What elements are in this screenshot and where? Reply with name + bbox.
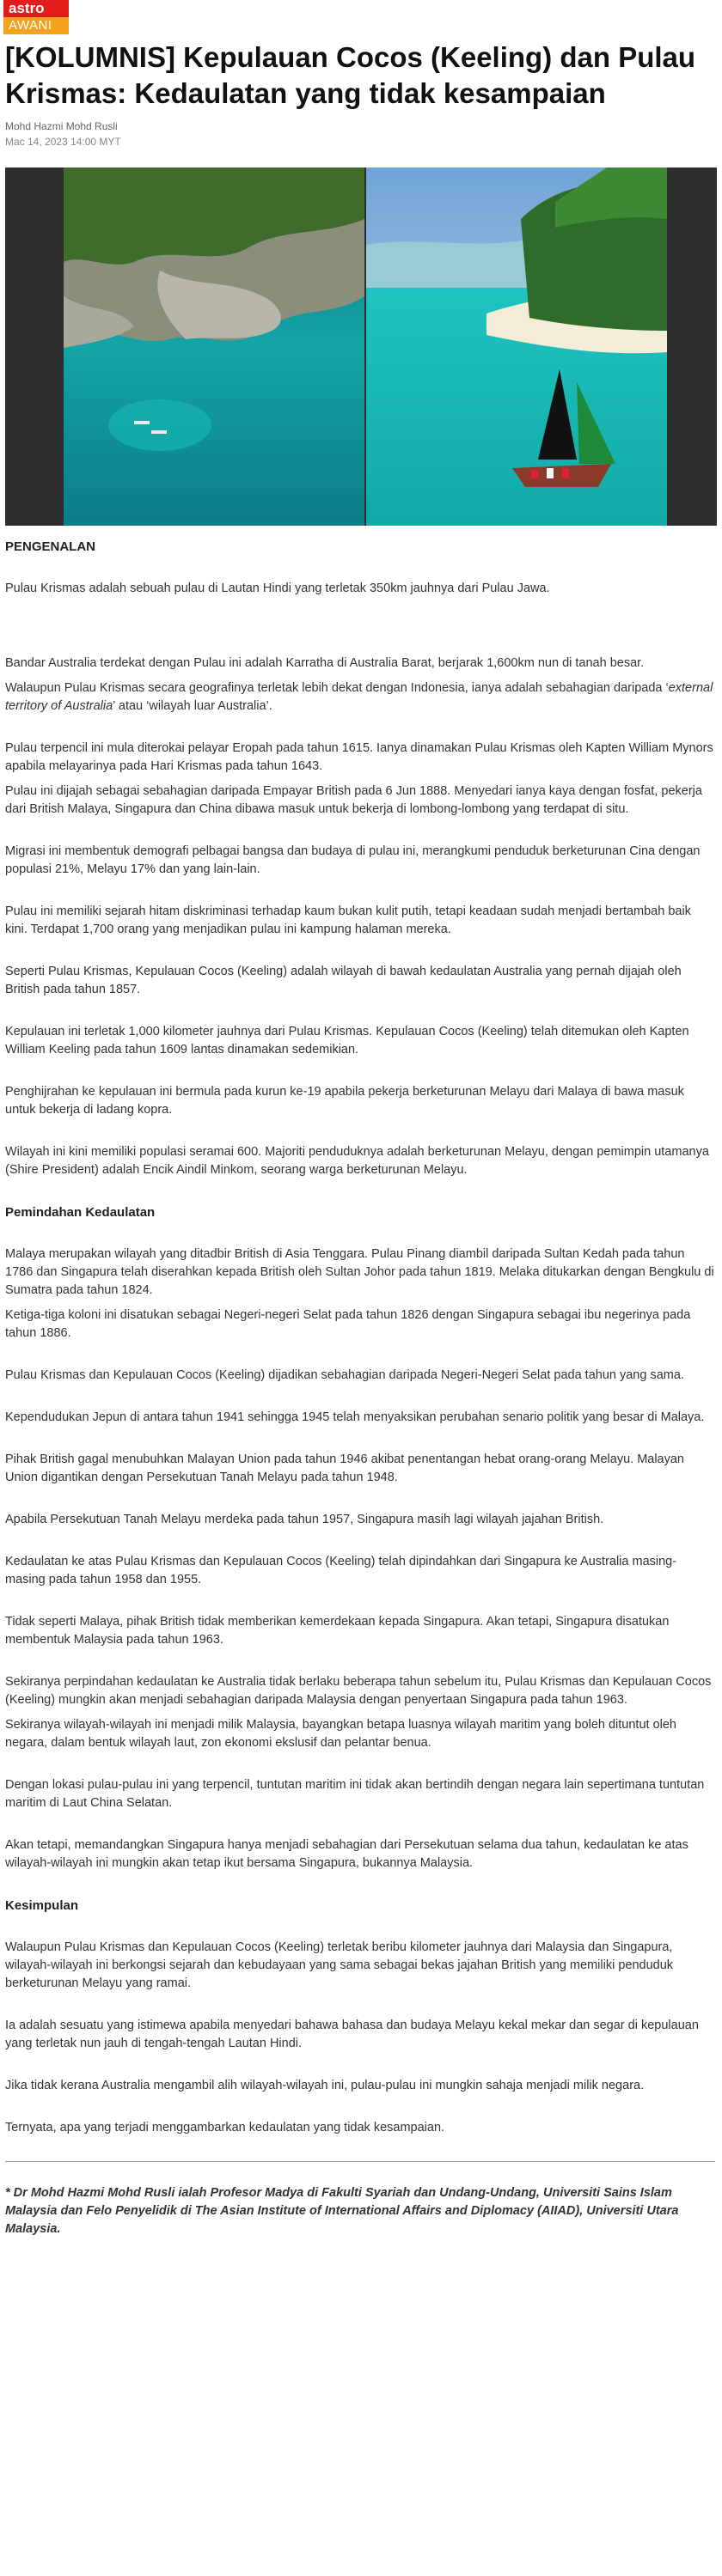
paragraph: Wilayah ini kini memiliki populasi seramai 600. Majoriti penduduknya adalah berketurunan Melayu, dengan pemimpin utamanya (Shire President) adalah Encik Aindil Minkom, seorang warga berketurunan Melayu. (5, 1145, 709, 1177)
paragraph: Kepulauan ini terletak 1,000 kilometer jauhnya dari Pulau Krismas. Kepulauan Cocos (Keeling) telah ditemukan oleh Kapten William Keeling pada tahun 1609 lantas dinamakan sedemikian. (5, 1025, 689, 1057)
paragraph: Apabila Persekutuan Tanah Melayu merdeka pada tahun 1957, Singapura masih lagi wilayah jajahan British. (5, 1513, 604, 1526)
astro-awani-logo[interactable] (3, 0, 69, 34)
paragraph: Pulau Krismas dan Kepulauan Cocos (Keeling) dijadikan sebahagian daripada Negeri-Negeri Selat pada tahun yang sama. (5, 1368, 684, 1382)
section-heading-intro: PENGENALAN (5, 539, 96, 554)
paragraph: Kedaulatan ke atas Pulau Krismas dan Kepulauan Cocos (Keeling) telah dipindahkan dari Singapura ke Australia masing-masing pada tahun 1958 dan 1955. (5, 1555, 677, 1586)
paragraph-text: Walaupun Pulau Krismas secara geografinya terletak lebih dekat dengan Indonesia, ianya adalah sebahagian daripada ‘ (5, 681, 669, 695)
paragraph: Akan tetapi, memandangkan Singapura hanya menjadi sebahagian dari Persekutuan selama dua tahun, kedaulatan ke atas wilayah-wilayah ini mungkin akan tetap ikut bersama Singapura, bukannya Malaysia. (5, 1838, 688, 1870)
paragraph: Pulau ini memiliki sejarah hitam diskriminasi terhadap kaum bukan kulit putih, tetapi keadaan sudah menjadi bertambah baik kini. Terdapat 1,700 orang yang menjadikan pulau ini kampung halaman mereka. (5, 904, 691, 936)
hero-image (5, 167, 717, 526)
author-bio-note: * Dr Mohd Hazmi Mohd Rusli ialah Profesor Madya di Fakulti Syariah dan Undang-Undang, Universiti Sains Islam Malaysia dan Felo Penyelidik di The Asian Institute of International Affairs and Diplomacy (AIIAD), Universiti Utara Malaysia. (5, 2186, 679, 2236)
paragraph: Dengan lokasi pulau-pulau ini yang terpencil, tuntutan maritim ini tidak akan bertindih dengan negara lain sepertimana tuntutan maritim di Laut China Selatan. (5, 1778, 705, 1810)
paragraph: Bandar Australia terdekat dengan Pulau ini adalah Karratha di Australia Barat, berjarak 1,600km nun di tanah besar. (5, 656, 645, 670)
logo-line-2: AWANI (3, 17, 69, 34)
publish-date: Mac 14, 2023 14:00 MYT (5, 136, 121, 148)
paragraph: Pulau ini dijajah sebagai sebahagian daripada Empayar British pada 6 Jun 1888. Menyedari ianya kaya dengan fosfat, pekerja dari British Malaya, Singapura dan China dibawa masuk untuk bekerja di lombong-lombong yang terdapat di situ. (5, 784, 702, 816)
paragraph: Pulau Krismas adalah sebuah pulau di Lautan Hindi yang terletak 350km jauhnya dari Pulau Jawa. (5, 582, 550, 595)
section-heading-transfer: Pemindahan Kedaulatan (5, 1205, 156, 1220)
paragraph: Pulau terpencil ini mula diterokai pelayar Eropah pada tahun 1615. Ianya dinamakan Pulau Krismas oleh Kapten William Mynors apabila melayarinya pada Hari Krismas pada tahun 1643. (5, 741, 713, 773)
section-heading-conclusion: Kesimpulan (5, 1898, 79, 1913)
paragraph: Seperti Pulau Krismas, Kepulauan Cocos (Keeling) adalah wilayah di bawah kedaulatan Australia yang pernah dijajah oleh British pada tahun 1857. (5, 965, 682, 996)
paragraph: Walaupun Pulau Krismas dan Kepulauan Cocos (Keeling) terletak beribu kilometer jauhnya dari Malaysia dan Singapura, wilayah-wilayah ini berkongsi sejarah dan kebudayaan yang sama sebagai bekas jajahan British yang memiliki penduduk berketurunan Melayu yang ramai. (5, 1940, 674, 1990)
paragraph-text: ’ atau ‘wilayah luar Australia’. (113, 699, 272, 713)
article-title: [KOLUMNIS] Kepulauan Cocos (Keeling) dan Pulau Krismas: Kedaulatan yang tidak kesampaian (5, 41, 696, 109)
logo-line-1: astro (3, 0, 69, 17)
paragraph: Penghijrahan ke kepulauan ini bermula pada kurun ke-19 apabila pekerja berketurunan Melayu dari Malaya di bawa masuk untuk bekerja di ladang kopra. (5, 1085, 684, 1117)
paragraph: Kependudukan Jepun di antara tahun 1941 sehingga 1945 telah menyaksikan perubahan senario politik yang besar di Malaya. (5, 1410, 705, 1424)
paragraph: Ternyata, apa yang terjadi menggambarkan kedaulatan yang tidak kesampaian. (5, 2121, 445, 2134)
paragraph (5, 679, 715, 716)
paragraph: Sekiranya perpindahan kedaulatan ke Australia tidak berlaku beberapa tahun sebelum itu, Pulau Krismas dan Kepulauan Cocos (Keeling) mungkin akan menjadi sebahagian daripada Malaysia dengan penyertaan Singapura pada tahun 1963. (5, 1675, 712, 1707)
paragraph: Malaya merupakan wilayah yang ditadbir British di Asia Tenggara. Pulau Pinang diambil daripada Sultan Kedah pada tahun 1786 dan Singapura telah diserahkan kepada British oleh Sultan Johor pada tahun 1819. Melaka ditukarkan dengan Bengkulu di Sumatra pada tahun 1824. (5, 1247, 714, 1297)
paragraph: Migrasi ini membentuk demografi pelbagai bangsa dan budaya di pulau ini, merangkumi penduduk berketurunan Cina dengan populasi 21%, Melayu 17% dan yang lain-lain. (5, 844, 701, 876)
paragraph: Ia adalah sesuatu yang istimewa apabila menyedari bahawa bahasa dan budaya Melayu kekal mekar dan segar di kepulauan yang terletak nun jauh di tengah-tengah Lautan Hindi. (5, 2019, 699, 2050)
paragraph: Pihak British gagal menubuhkan Malayan Union pada tahun 1946 akibat penentangan hebat orang-orang Melayu. Malayan Union digantikan dengan Persekutuan Tanah Melayu pada tahun 1948. (5, 1452, 684, 1484)
paragraph: Sekiranya wilayah-wilayah ini menjadi milik Malaysia, bayangkan betapa luasnya wilayah maritim yang boleh dituntut oleh negara, dalam bentuk wilayah laut, zon ekonomi ekslusif dan pelantar benua. (5, 1718, 676, 1750)
italic-phrase: external territory of Australia (5, 681, 713, 713)
paragraph: Tidak seperti Malaya, pihak British tidak memberikan kemerdekaan kepada Singapura. Akan tetapi, Singapura disatukan membentuk Malaysia pada tahun 1963. (5, 1615, 670, 1647)
paragraph: Ketiga-tiga koloni ini disatukan sebagai Negeri-negeri Selat pada tahun 1826 dengan Singapura sebagai ibu negerinya pada tahun 1886. (5, 1308, 691, 1340)
article-body (5, 538, 715, 2238)
author-name[interactable]: Mohd Hazmi Mohd Rusli (5, 120, 118, 132)
paragraph: Jika tidak kerana Australia mengambil alih wilayah-wilayah ini, pulau-pulau ini mungkin sahaja menjadi milik negara. (5, 2079, 645, 2092)
